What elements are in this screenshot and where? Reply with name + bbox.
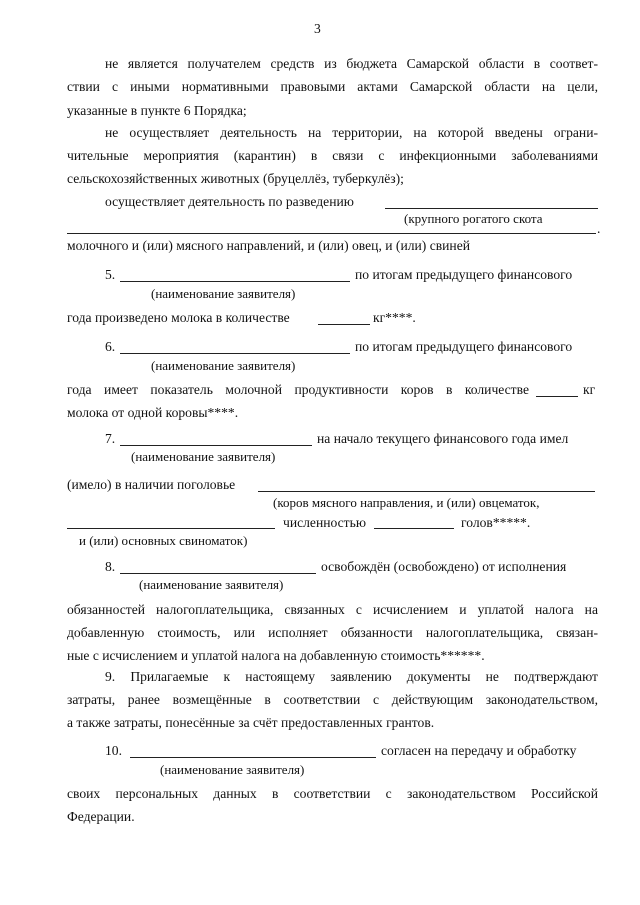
item8-line-1: обязанностей налогоплательщика, связанных с исчислением и уплатой налога на: [67, 602, 598, 617]
item8-applicant-blank[interactable]: [120, 573, 316, 574]
item10-after: согласен на передачу и обработку: [381, 743, 577, 758]
item5-after: по итогам предыдущего финансового: [355, 267, 573, 282]
item6-productivity-blank[interactable]: [536, 396, 578, 397]
para-budget-line-2: ствии с иными нормативными правовыми актами Самарской области на цели,: [67, 79, 598, 94]
page-number: 3: [314, 21, 321, 36]
item7-livestock-blank-1[interactable]: [258, 491, 595, 492]
item7-count-blank[interactable]: [374, 528, 454, 529]
item9-line-2: затраты, ранее возмещённые в соответствии с действующим законодательством,: [67, 692, 598, 707]
item8-after: освобождён (освобождено) от исполнения: [321, 559, 567, 574]
item7-line-2: (имело) в наличии поголовье: [67, 477, 236, 492]
item10-applicant-hint: (наименование заявителя): [160, 762, 305, 777]
item8-line-3: ные с исчислением и уплатой налога на добавленную стоимость******.: [67, 648, 485, 663]
breeding-hint-2: молочного и (или) мясного направлений, и (или) овец, и (или) свиней: [67, 238, 471, 253]
item6-line-3: молока от одной коровы****.: [67, 405, 239, 420]
item5-applicant-hint: (наименование заявителя): [151, 286, 296, 301]
item10-applicant-blank[interactable]: [130, 757, 376, 758]
item7-number: 7.: [105, 431, 116, 446]
item9-line-1: 9. Прилагаемые к настоящему заявлению документы не подтверждают: [105, 669, 598, 684]
item7-heads: голов*****.: [461, 515, 531, 530]
item5-applicant-blank[interactable]: [120, 281, 350, 282]
breeding-blank-2[interactable]: [67, 233, 596, 234]
item7-count-label: численностью: [283, 515, 366, 530]
breeding-hint-1: (крупного рогатого скота: [404, 211, 543, 226]
item6-applicant-blank[interactable]: [120, 353, 350, 354]
item8-line-2: добавленную стоимость, или исполняет обязанности налогоплательщика, связан-: [67, 625, 598, 640]
item9-line-3: а также затраты, понесённые за счёт предоставленных грантов.: [67, 715, 435, 730]
item5-line-2-post: кг****.: [373, 310, 416, 325]
para-quarantine-line-2: чительные мероприятия (карантин) в связи с инфекционными заболеваниями: [67, 148, 598, 163]
breeding-text: осуществляет деятельность по разведению: [105, 194, 354, 209]
item6-number: 6.: [105, 339, 116, 354]
para-budget-line-3: указанные в пункте 6 Порядка;: [67, 103, 247, 118]
item7-after: на начало текущего финансового года имел: [317, 431, 569, 446]
item5-line-2-pre: года произведено молока в количестве: [67, 310, 290, 325]
item10-line-2: Федерации.: [67, 809, 135, 824]
item7-applicant-hint: (наименование заявителя): [131, 449, 276, 464]
breeding-blank-1[interactable]: [385, 208, 598, 209]
breeding-period: .: [597, 221, 601, 236]
item7-applicant-blank[interactable]: [120, 445, 312, 446]
item5-number: 5.: [105, 267, 116, 282]
item7-hint-2: (коров мясного направления, и (или) овцематок,: [273, 495, 540, 510]
item10-line-1: своих персональных данных в соответствии с законодательством Российской: [67, 786, 598, 801]
item8-applicant-hint: (наименование заявителя): [139, 577, 284, 592]
item6-line-2-post: кг: [583, 382, 596, 397]
item5-milk-blank[interactable]: [318, 324, 370, 325]
item10-number: 10.: [105, 743, 122, 758]
item7-hint-3: и (или) основных свиноматок): [79, 533, 248, 548]
item6-applicant-hint: (наименование заявителя): [151, 358, 296, 373]
para-quarantine-line-3: сельскохозяйственных животных (бруцеллёз, туберкулёз);: [67, 171, 404, 186]
para-quarantine-line-1: не осуществляет деятельность на территории, на которой введены ограни-: [105, 125, 598, 140]
item6-after: по итогам предыдущего финансового: [355, 339, 573, 354]
item7-livestock-blank-2[interactable]: [67, 528, 275, 529]
para-budget-line-1: не является получателем средств из бюджета Самарской области в соответ-: [105, 56, 598, 71]
item6-line-2-pre: года имеет показатель молочной продуктивности коров в количестве: [67, 382, 529, 397]
item8-number: 8.: [105, 559, 116, 574]
